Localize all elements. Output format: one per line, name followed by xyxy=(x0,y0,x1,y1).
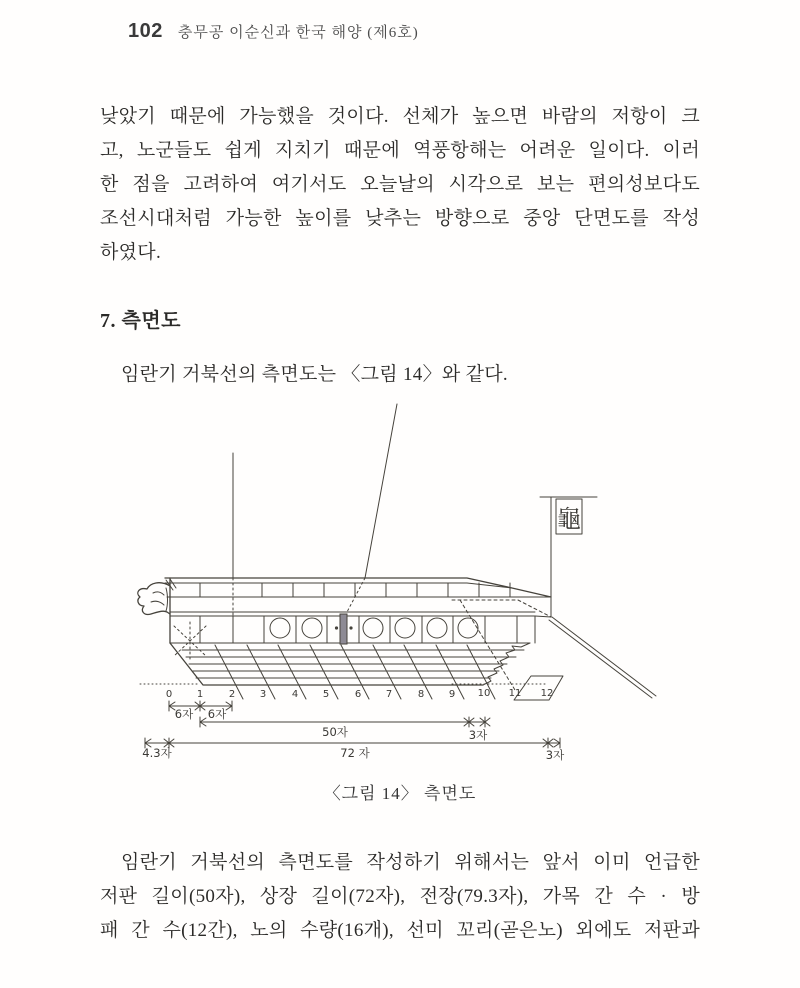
dim-label: 4.3자 xyxy=(142,746,172,760)
station-label: 4 xyxy=(291,689,299,700)
station-label: 8 xyxy=(417,689,425,700)
station-label: 0 xyxy=(165,689,173,700)
turtle-ship-side-view-drawing xyxy=(100,400,680,765)
station-label: 3 xyxy=(259,689,267,700)
station-label: 12 xyxy=(540,688,554,699)
entry-door xyxy=(335,614,353,644)
paragraph-1 xyxy=(100,100,700,270)
station-label: 2 xyxy=(228,689,236,700)
page-number: 102 xyxy=(128,20,163,42)
station-label: 9 xyxy=(448,689,456,700)
station-label: 6 xyxy=(354,689,362,700)
text-line: 저판 길이(50자), 상장 길이(72자), 전장(79.3자), 가목 간 수 · 방 xyxy=(100,886,700,907)
station-label: 10 xyxy=(477,688,491,699)
station-label: 7 xyxy=(385,689,393,700)
stern-flag xyxy=(540,497,597,617)
station-label: 11 xyxy=(508,688,522,699)
text-line: 한 점을 고려하여 여기서도 오늘날의 시각으로 보는 편의성보다도 xyxy=(100,174,700,195)
station-label: 5 xyxy=(322,689,330,700)
dim-label: 6자 xyxy=(174,707,194,721)
text-line: 임란기 거북선의 측면도를 작성하기 위해서는 앞서 이미 언급한 xyxy=(121,852,700,873)
flag-character: 龜 xyxy=(557,505,581,533)
deck-railing-band xyxy=(165,578,551,597)
bow-dragon-head xyxy=(138,578,176,643)
gun-ports xyxy=(270,618,478,638)
figure-side-view xyxy=(100,400,700,765)
text-line: 조선시대처럼 가능한 높이를 낮추는 방향으로 중앙 단면도를 작성 xyxy=(100,208,700,229)
text-line: 하였다. xyxy=(100,242,162,263)
dim-label: 3자 xyxy=(468,728,488,742)
page-header xyxy=(128,20,419,43)
dim-label: 6자 xyxy=(207,707,227,721)
dim-label: 3자 xyxy=(545,748,565,762)
gunport-band xyxy=(170,612,535,644)
journal-title: 충무공 이순신과 한국 해양 (제6호) xyxy=(177,25,419,41)
text-line: 낮았기 때문에 가능했을 것이다. 선체가 높으면 바람의 저항이 크 xyxy=(100,106,700,127)
station-numbers xyxy=(166,688,554,700)
paragraph-2 xyxy=(100,846,700,948)
dimension-bottom-plank xyxy=(200,717,490,742)
text-line: 패 간 수(12간), 노의 수량(16개), 선미 꼬리(곧은노) 외에도 저판과 xyxy=(100,920,700,941)
dim-label: 50자 xyxy=(322,725,348,739)
section-heading: 7. 측면도 xyxy=(100,310,181,332)
figure-caption: 〈그림 14〉 측면도 xyxy=(323,784,477,803)
mainmast-line xyxy=(347,404,397,612)
dimension-overall xyxy=(142,738,565,762)
hull-planking xyxy=(170,643,530,685)
dim-label: 72 자 xyxy=(340,746,370,760)
intro-sentence: 임란기 거북선의 측면도는 〈그림 14〉와 같다. xyxy=(121,364,508,385)
text-line: 고, 노군들도 쉽게 지치기 때문에 역풍항해는 어려운 일이다. 이러 xyxy=(100,140,700,161)
station-label: 1 xyxy=(196,689,204,700)
